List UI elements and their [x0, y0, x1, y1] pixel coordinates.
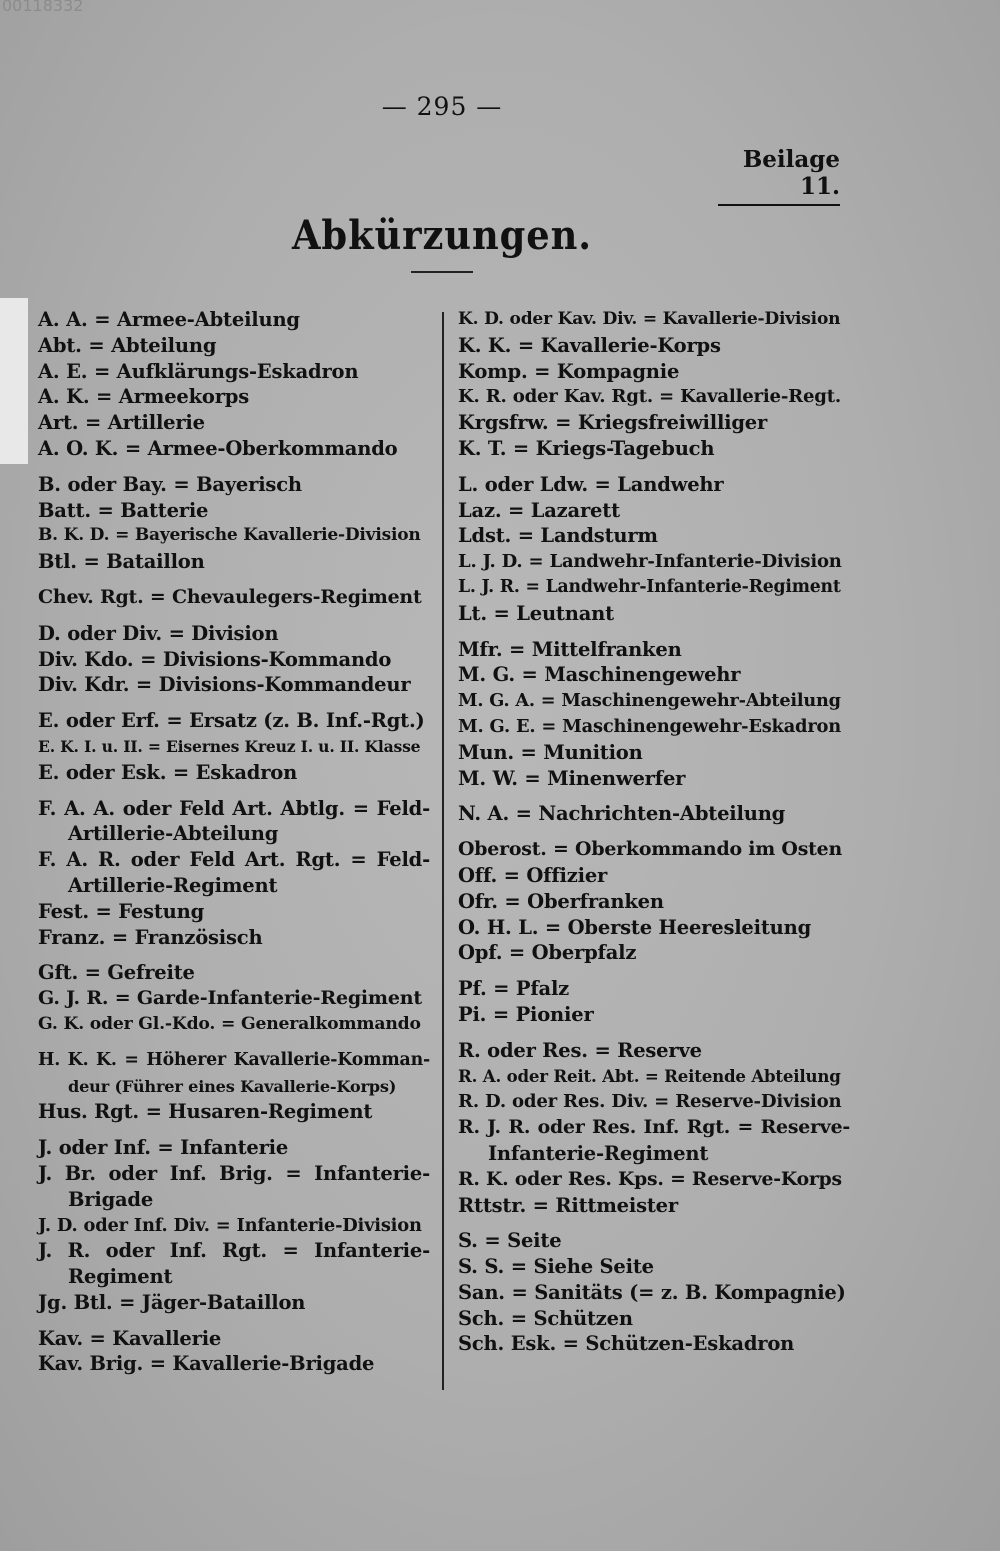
abbreviation-entry: K. R. oder Kav. Rgt. = Kavallerie-Regt.	[458, 386, 841, 408]
entry-group	[458, 801, 850, 827]
entry-group	[38, 472, 430, 575]
abbreviation-entry: Ofr. = Oberfranken	[458, 889, 664, 913]
abbreviation-entry: E. oder Erf. = Ersatz (z. B. Inf.-Rgt.)	[38, 709, 425, 733]
abbreviation-entry: Sch. = Schützen	[458, 1306, 633, 1330]
title-rule	[411, 271, 473, 273]
abbreviation-entry: M. W. = Minenwerfer	[458, 766, 686, 790]
abbreviation-entry: Krgsfrw. = Kriegsfreiwilliger	[458, 411, 768, 435]
entry-group	[38, 621, 430, 698]
abbreviation-entry: G. J. R. = Garde-Infanterie-Regiment	[38, 987, 422, 1010]
abbreviation-entry: O. H. L. = Oberste Heeresleitung	[458, 915, 812, 939]
abbreviation-entry: Art. = Artillerie	[38, 411, 205, 435]
entry-group	[458, 472, 850, 627]
abbreviation-entry: L. J. D. = Landwehr-Infanterie-Division	[458, 551, 842, 573]
abbreviation-entry: E. oder Esk. = Eskadron	[38, 760, 298, 784]
entry-group	[38, 960, 430, 1037]
abbreviation-entry: A. E. = Aufklärungs-Eskadron	[38, 359, 359, 383]
abbreviation-entry: Mun. = Munition	[458, 740, 643, 764]
abbreviation-entry: Mfr. = Mittelfranken	[458, 637, 682, 661]
abbreviation-entry: Div. Kdo. = Divisions-Kommando	[38, 647, 392, 671]
abbreviation-entry: H. K. K. = Höherer Kavallerie-Komman-	[38, 1049, 430, 1070]
abbreviation-entry: S. = Seite	[458, 1229, 562, 1253]
entry-group	[458, 1228, 850, 1357]
scan-mark: 00118332	[2, 0, 84, 15]
abbreviation-entry: F. A. A. oder Feld Art. Abtlg. = Feld-	[38, 796, 430, 820]
supplement-label: Beilage 11.	[718, 146, 840, 206]
abbreviation-entry: R. A. oder Reit. Abt. = Reitende Abteilung	[458, 1065, 841, 1086]
entry-group	[38, 585, 430, 611]
abbreviation-entry: F. A. R. oder Feld Art. Rgt. = Feld-	[38, 848, 430, 872]
abbreviation-entry: K. K. = Kavallerie-Korps	[458, 333, 721, 357]
entry-group	[458, 637, 850, 792]
abbreviation-entry: Off. = Offizier	[458, 863, 608, 887]
abbreviation-entry: A. K. = Armeekorps	[38, 385, 250, 409]
abbreviation-entry: Laz. = Lazarett	[458, 498, 620, 522]
abbreviation-entry: Chev. Rgt. = Chevaulegers-Regiment	[38, 585, 422, 608]
entry-group	[458, 1038, 850, 1219]
abbreviation-continuation: Artillerie-Regiment	[68, 873, 278, 897]
abbreviation-entry: R. oder Res. = Reserve	[458, 1038, 702, 1062]
abbreviation-entry: A. O. K. = Armee-Oberkommando	[38, 436, 398, 460]
abbreviation-entry: L. J. R. = Landwehr-Infanterie-Regiment	[458, 576, 841, 597]
page-edge-tab	[0, 298, 28, 464]
abbreviation-entry: R. D. oder Res. Div. = Reserve-Division	[458, 1091, 842, 1113]
abbreviation-entry: Div. Kdr. = Divisions-Kommandeur	[38, 673, 411, 697]
abbreviation-entry: San. = Sanitäts (= z. B. Kompagnie)	[458, 1280, 846, 1304]
entry-group	[38, 307, 430, 462]
abbreviation-continuation: Regiment	[68, 1265, 173, 1289]
abbreviation-entry: Rttstr. = Rittmeister	[458, 1193, 678, 1217]
abbreviation-entry: K. D. oder Kav. Div. = Kavallerie-Division	[458, 309, 841, 329]
abbreviation-entry: Oberost. = Oberkommando im Osten	[458, 838, 843, 861]
abbreviation-entry: G. K. oder Gl.-Kdo. = Generalkommando	[38, 1013, 421, 1034]
abbreviation-entry: N. A. = Nachrichten-Abteilung	[458, 802, 786, 826]
abbreviation-entry: R. J. R. oder Res. Inf. Rgt. = Reserve-	[458, 1116, 850, 1139]
abbreviation-entry: Ldst. = Landsturm	[458, 524, 658, 548]
abbreviation-entry: Sch. Esk. = Schützen-Eskadron	[458, 1332, 795, 1356]
abbreviation-entry: Abt. = Abteilung	[38, 333, 217, 357]
entry-group	[458, 837, 850, 966]
abbreviation-entry: M. G. E. = Maschinengewehr-Eskadron	[458, 715, 841, 737]
abbreviation-entry: Opf. = Oberpfalz	[458, 941, 637, 965]
abbreviation-entry: D. oder Div. = Division	[38, 621, 279, 645]
abbreviation-entry: Kav. Brig. = Kavallerie-Brigade	[38, 1352, 375, 1376]
abbreviation-entry: J. R. oder Inf. Rgt. = Infanterie-	[38, 1239, 430, 1263]
abbreviation-entry: J. Br. oder Inf. Brig. = Infanterie-	[38, 1161, 430, 1185]
abbreviation-entry: Komp. = Kompagnie	[458, 359, 680, 383]
page-number: — 295 —	[381, 92, 503, 121]
abbreviation-continuation: deur (Führer eines Kavallerie-Korps)	[68, 1076, 397, 1096]
abbreviation-entry: E. K. I. u. II. = Eisernes Kreuz I. u. II. Klasse	[38, 736, 421, 756]
abbreviation-entry: Franz. = Französisch	[38, 925, 263, 949]
abbreviation-entry: Pi. = Pionier	[458, 1002, 594, 1026]
entry-group	[38, 796, 430, 951]
abbreviation-entry: Kav. = Kavallerie	[38, 1326, 222, 1350]
abbreviation-entry: K. T. = Kriegs-Tagebuch	[458, 436, 715, 460]
abbreviation-entry: Hus. Rgt. = Husaren-Regiment	[38, 1100, 373, 1124]
entry-group	[458, 307, 850, 462]
abbreviation-continuation: Infanterie-Regiment	[488, 1141, 709, 1165]
abbreviation-entry: R. K. oder Res. Kps. = Reserve-Korps	[458, 1167, 842, 1190]
abbreviation-entry: M. G. A. = Maschinengewehr-Abteilung	[458, 690, 841, 712]
abbreviation-entry: Batt. = Batterie	[38, 498, 209, 522]
left-column	[38, 307, 430, 1387]
abbreviation-entry: L. oder Ldw. = Landwehr	[458, 472, 724, 496]
abbreviation-entry: B. oder Bay. = Bayerisch	[38, 472, 302, 496]
right-column	[458, 307, 850, 1367]
entry-group	[458, 976, 850, 1028]
abbreviation-entry: M. G. = Maschinengewehr	[458, 663, 741, 687]
abbreviation-entry: Pf. = Pfalz	[458, 977, 570, 1001]
abbreviation-entry: Fest. = Festung	[38, 899, 205, 923]
entry-group	[38, 1135, 430, 1316]
abbreviation-entry: S. S. = Siehe Seite	[458, 1255, 654, 1279]
abbreviation-entry: J. oder Inf. = Infanterie	[38, 1136, 289, 1160]
entry-group	[38, 1048, 430, 1125]
page-title: Abkürzungen.	[291, 212, 593, 259]
abbreviation-continuation: Brigade	[68, 1187, 154, 1211]
abbreviation-entry: B. K. D. = Bayerische Kavallerie-Division	[38, 525, 421, 546]
abbreviation-entry: A. A. = Armee-Abteilung	[38, 308, 300, 331]
abbreviation-entry: Btl. = Bataillon	[38, 550, 205, 574]
column-divider	[442, 312, 444, 1390]
abbreviation-entry: J. D. oder Inf. Div. = Infanterie-Division	[38, 1214, 422, 1236]
abbreviation-entry: Jg. Btl. = Jäger-Bataillon	[38, 1290, 306, 1314]
entry-group	[38, 708, 430, 785]
abbreviation-entry: Lt. = Leutnant	[458, 601, 614, 625]
abbreviation-continuation: Artillerie-Abteilung	[68, 822, 279, 846]
entry-group	[38, 1326, 430, 1378]
abbreviation-entry: Gft. = Gefreite	[38, 961, 195, 985]
